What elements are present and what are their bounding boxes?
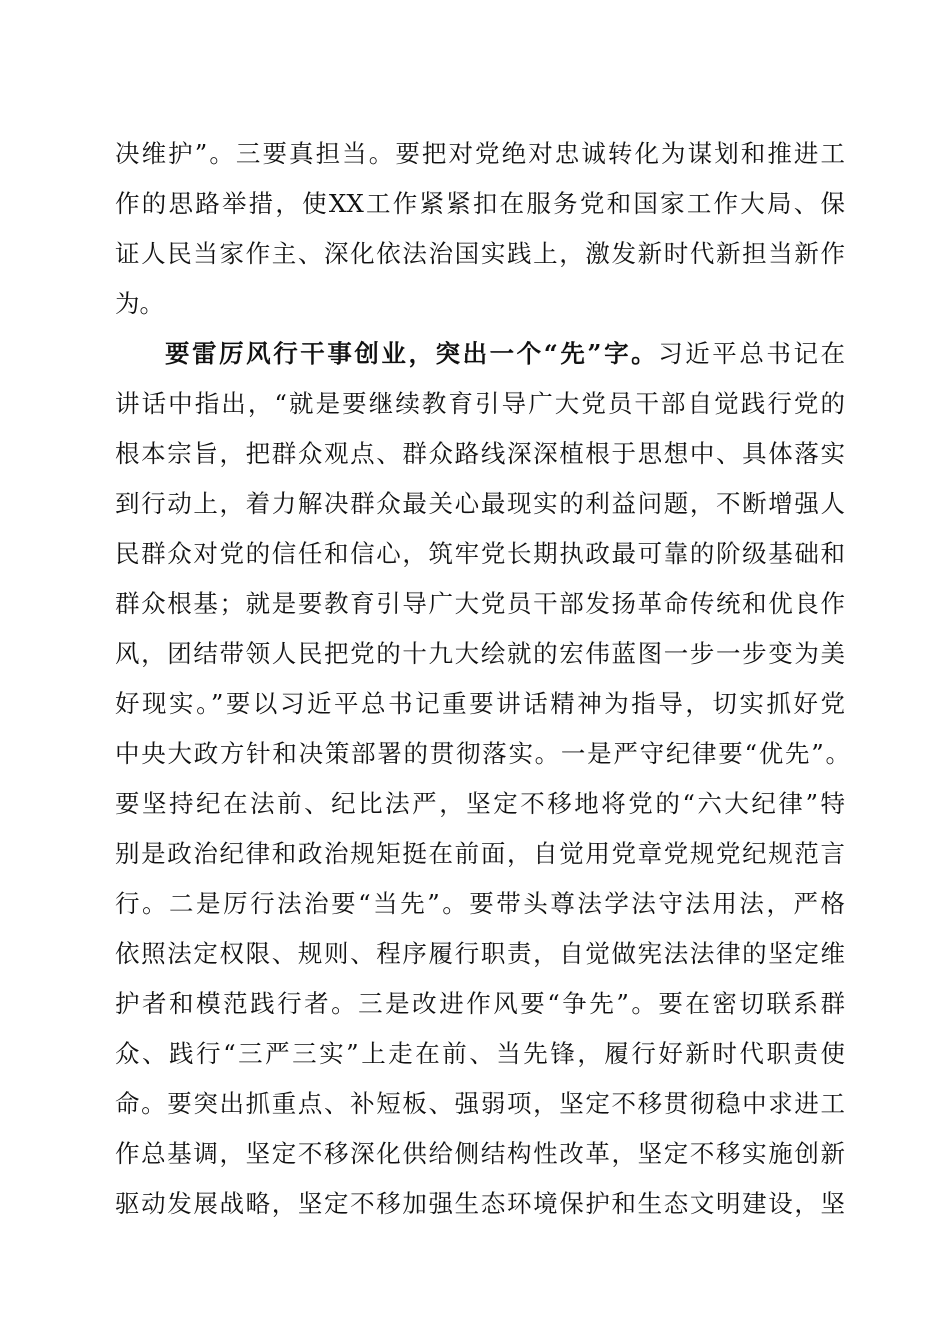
text-line: 作的思路举措，使XX工作紧紧扣在服务党和国家工作大局、保: [115, 189, 845, 218]
paragraph-heading-line: [165, 334, 845, 374]
text-line: 讲话中指出，“就是要继续教育引导广大党员干部自觉践行党的: [115, 389, 845, 418]
text-line: 命。要突出抓重点、补短板、强弱项，坚定不移贯彻稳中求进工: [115, 1089, 845, 1118]
text-line: 别是政治纪律和政治规矩挺在前面，自觉用党章党规党纪规范言: [115, 839, 845, 868]
text-line: 民群众对党的信任和信心，筑牢党长期执政最可靠的阶级基础和: [115, 539, 845, 568]
text-line: 到行动上，着力解决群众最关心最现实的利益问题，不断增强人: [115, 489, 845, 518]
text-line: 作总基调，坚定不移深化供给侧结构性改革，坚定不移实施创新: [115, 1139, 845, 1168]
text-line: 中央大政方针和决策部署的贯彻落实。一是严守纪律要“优先”。: [115, 739, 850, 768]
text-line: 驱动发展战略，坚定不移加强生态环境保护和生态文明建设，坚: [115, 1189, 845, 1218]
text-line: 要坚持纪在法前、纪比法严，坚定不移地将党的“六大纪律”特: [115, 789, 845, 818]
text-line: 群众根基；就是要教育引导广大党员干部发扬革命传统和优良作: [115, 589, 845, 618]
paragraph-heading: 要雷厉风行干事创业，突出一个“先”字。: [165, 339, 659, 368]
text-line: 好现实。”要以习近平总书记重要讲话精神为指导，切实抓好党: [115, 689, 845, 718]
text-span: 习近平总书记在: [658, 339, 846, 368]
text-line: 证人民当家作主、深化依法治国实践上，激发新时代新担当新作: [115, 239, 845, 268]
text-line: 众、践行“三严三实”上走在前、当先锋，履行好新时代职责使: [115, 1039, 845, 1068]
text-line: 根本宗旨，把群众观点、群众路线深深植根于思想中、具体落实: [115, 439, 845, 468]
text-line: 决维护”。三要真担当。要把对党绝对忠诚转化为谋划和推进工: [115, 139, 845, 168]
text-line: 护者和模范践行者。三是改进作风要“争先”。要在密切联系群: [115, 989, 845, 1018]
text-line: 为。: [115, 289, 164, 318]
text-line: 依照法定权限、规则、程序履行职责，自觉做宪法法律的坚定维: [115, 939, 845, 968]
text-line: 行。二是厉行法治要“当先”。要带头尊法学法守法用法，严格: [115, 889, 845, 918]
text-line: 风，团结带领人民把党的十九大绘就的宏伟蓝图一步一步变为美: [115, 639, 845, 668]
